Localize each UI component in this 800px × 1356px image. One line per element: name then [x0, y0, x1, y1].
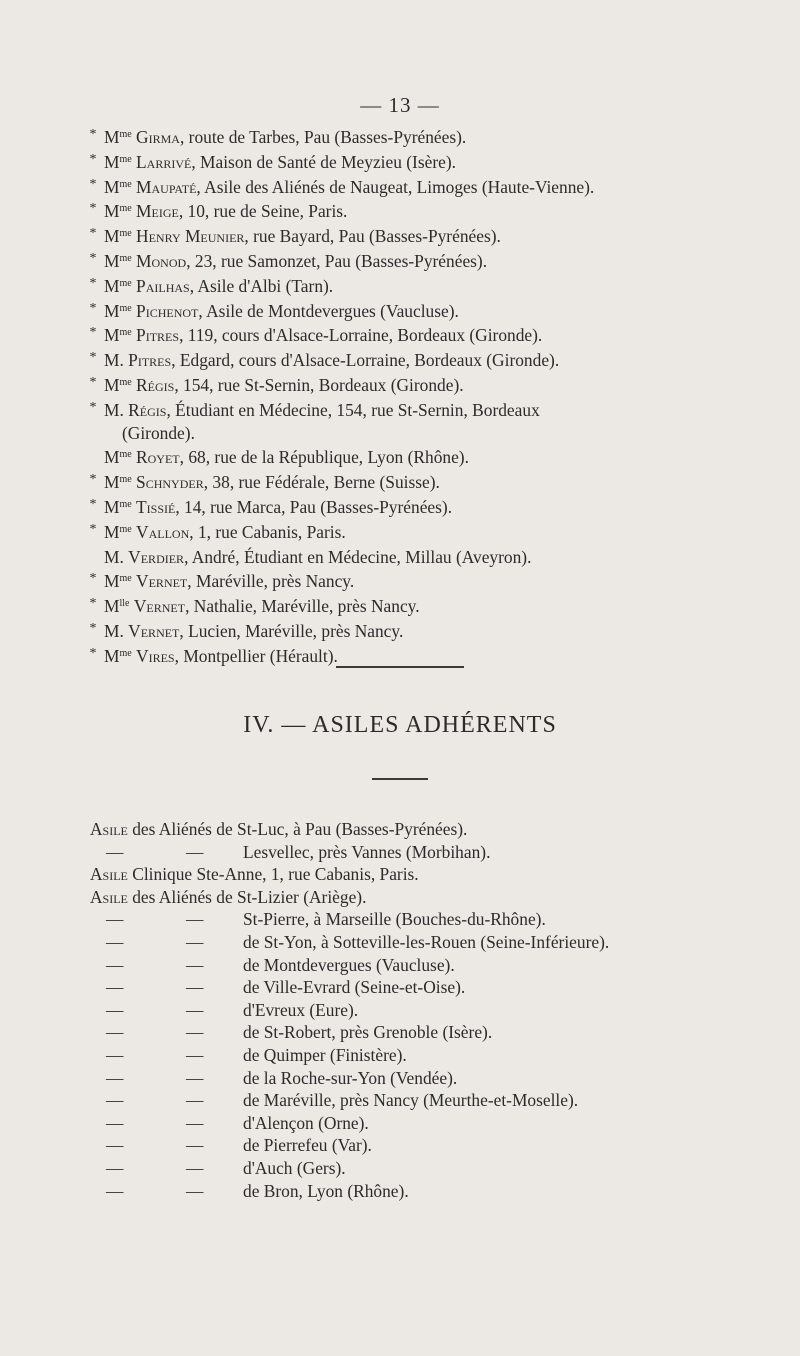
member-title: $M^{me}$	[104, 300, 132, 321]
member-entry	[86, 223, 726, 248]
asile-entry	[90, 841, 730, 864]
member-list	[86, 124, 726, 668]
ditto-dash: —	[106, 1157, 124, 1178]
ditto-dash: —	[106, 1067, 124, 1088]
member-entry	[86, 519, 726, 544]
ditto-dash: —	[106, 1135, 124, 1156]
asile-entry	[90, 863, 730, 886]
member-entry	[86, 372, 726, 397]
ditto-dash: —	[186, 841, 204, 862]
asile-entry	[90, 1180, 730, 1203]
member-name: Monod	[136, 250, 187, 271]
member-title: M.	[104, 620, 124, 641]
asterisk-mark: *	[89, 645, 97, 661]
asterisk-mark: *	[89, 325, 97, 341]
member-name: Vernet	[128, 620, 180, 641]
asterisk-mark: *	[89, 201, 97, 217]
asile-entry	[90, 908, 730, 931]
ditto-dash: —	[106, 999, 124, 1020]
member-name: Tissié	[136, 496, 176, 517]
member-address: , Maréville, près Nancy.	[187, 571, 355, 592]
asile-lead: Asile	[90, 819, 128, 839]
member-entry	[86, 124, 726, 149]
ditto-dash: —	[186, 1044, 204, 1065]
member-entry	[86, 198, 726, 223]
member-entry	[86, 568, 726, 593]
asile-entry	[90, 1089, 730, 1112]
ditto-dash: —	[186, 1135, 204, 1156]
member-address: , 1, rue Cabanis, Paris.	[189, 521, 346, 542]
member-title: $M^{lle}$	[104, 596, 130, 617]
ditto-dash: —	[186, 1067, 204, 1088]
member-address: , Montpellier (Hérault).	[174, 645, 338, 666]
member-name: Vires	[136, 645, 175, 666]
member-entry	[86, 149, 726, 174]
member-address: , 10, rue de Seine, Paris.	[178, 201, 348, 222]
asile-text: Clinique Ste-Anne, 1, rue Cabanis, Paris.	[127, 864, 419, 885]
asile-location: de Bron, Lyon (Rhône).	[243, 1180, 409, 1201]
member-title: $M^{me}$	[104, 127, 132, 147]
asile-entry	[90, 1067, 730, 1090]
member-name: Girma	[136, 127, 180, 147]
member-title: $M^{me}$	[104, 176, 132, 197]
member-address: , 68, rue de la République, Lyon (Rhône).	[179, 447, 469, 468]
member-address: , rue Bayard, Pau (Basses-Pyrénées).	[244, 226, 501, 247]
asterisk-mark: *	[89, 300, 97, 316]
ditto-dash: —	[186, 909, 204, 930]
member-name: Vernet	[133, 596, 186, 617]
member-entry	[86, 273, 726, 298]
asterisk-mark: *	[89, 571, 97, 587]
asile-location: de Quimper (Finistère).	[243, 1044, 407, 1065]
heading-rule	[372, 778, 428, 780]
member-address: , 119, cours d'Alsace-Lorraine, Bordeaux (Gironde).	[179, 325, 543, 346]
ditto-dash: —	[186, 1112, 204, 1133]
member-address: , André, Étudiant en Médecine, Millau (Aveyron).	[184, 546, 532, 567]
member-address: , 38, rue Fédérale, Berne (Suisse).	[203, 472, 440, 493]
asterisk-mark: *	[89, 151, 97, 167]
ditto-dash: —	[106, 909, 124, 930]
member-title: $M^{me}$	[104, 521, 132, 542]
member-title: $M^{me}$	[104, 250, 132, 271]
member-entry	[86, 248, 726, 273]
member-title: $M^{me}$	[104, 226, 132, 247]
asterisk-mark: *	[89, 496, 97, 512]
asile-location: de Pierrefeu (Var).	[243, 1135, 372, 1156]
asile-text: des Aliénés de St-Lizier (Ariège).	[127, 886, 367, 907]
member-entry	[86, 618, 726, 643]
asile-entry	[90, 999, 730, 1022]
member-address: , route de Tarbes, Pau (Basses-Pyrénées).	[179, 127, 467, 147]
member-name: Pitres	[136, 325, 180, 346]
ditto-dash: —	[106, 954, 124, 975]
member-entry	[86, 322, 726, 347]
member-title: $M^{me}$	[104, 201, 132, 222]
asterisk-mark: *	[89, 521, 97, 537]
member-title: $M^{me}$	[104, 571, 132, 592]
member-title: $M^{me}$	[104, 496, 132, 517]
ditto-dash: —	[186, 954, 204, 975]
ditto-dash: —	[186, 1157, 204, 1178]
member-address: , Asile de Montdevergues (Vaucluse).	[198, 300, 459, 321]
member-title: $M^{me}$	[104, 325, 132, 346]
asile-entry	[90, 954, 730, 977]
member-name: Pichenot	[136, 300, 199, 321]
member-name: Maupaté	[136, 176, 197, 197]
ditto-dash: —	[106, 931, 124, 952]
ditto-dash: —	[186, 931, 204, 952]
member-title: $M^{me}$	[104, 151, 132, 172]
member-address: , Étudiant en Médecine, 154, rue St-Sernin, Bordeaux	[166, 399, 540, 420]
member-address: , Asile d'Albi (Tarn).	[189, 275, 334, 296]
asile-lead: Asile	[90, 864, 128, 885]
ditto-dash: —	[106, 1022, 124, 1043]
asile-location: d'Auch (Gers).	[243, 1157, 346, 1178]
member-entry	[86, 174, 726, 199]
member-name: Royet	[136, 447, 180, 468]
member-title: $M^{me}$	[104, 447, 132, 468]
ditto-dash: —	[106, 977, 124, 998]
ditto-dash: —	[186, 999, 204, 1020]
member-entry	[86, 544, 726, 569]
member-title: $M^{me}$	[104, 374, 132, 395]
member-title: $M^{me}$	[104, 472, 132, 493]
asterisk-mark: *	[89, 176, 97, 192]
member-name: Schnyder	[136, 472, 204, 493]
asile-lead: Asile	[90, 886, 128, 907]
member-name: Verdier	[128, 546, 185, 567]
asile-location: de Maréville, près Nancy (Meurthe-et-Moselle).	[243, 1090, 579, 1111]
member-name: Vallon	[136, 521, 190, 542]
member-name: Vernet	[136, 571, 188, 592]
asile-list	[90, 818, 730, 1202]
member-title: M.	[104, 546, 124, 567]
asterisk-mark: *	[89, 620, 97, 636]
member-title: $M^{me}$	[104, 275, 132, 296]
asile-location: de St-Yon, à Sotteville-les-Rouen (Seine-Inférieure).	[243, 931, 610, 952]
ditto-dash: —	[106, 1112, 124, 1133]
ditto-dash: —	[186, 1180, 204, 1201]
ditto-dash: —	[186, 1090, 204, 1111]
asile-entry	[90, 1157, 730, 1180]
ditto-dash: —	[106, 1180, 124, 1201]
member-address: , Nathalie, Maréville, près Nancy.	[185, 596, 420, 617]
member-entry	[86, 298, 726, 323]
asile-entry	[90, 1021, 730, 1044]
asile-location: St-Pierre, à Marseille (Bouches-du-Rhône).	[243, 909, 546, 930]
asterisk-mark: *	[89, 472, 97, 488]
asile-entry	[90, 1044, 730, 1067]
asterisk-mark: *	[89, 350, 97, 366]
asterisk-mark: *	[89, 399, 97, 415]
member-address: , 14, rue Marca, Pau (Basses-Pyrénées).	[175, 496, 453, 517]
asile-location: Lesvellec, près Vannes (Morbihan).	[243, 841, 491, 862]
ditto-dash: —	[186, 977, 204, 998]
ditto-dash: —	[106, 841, 124, 862]
ditto-dash: —	[186, 1022, 204, 1043]
member-entry	[86, 469, 726, 494]
asterisk-mark: *	[89, 374, 97, 390]
member-address-continued: (Gironde).	[122, 422, 195, 443]
asterisk-mark: *	[89, 226, 97, 242]
member-entry	[86, 397, 726, 445]
member-title: M.	[104, 399, 124, 420]
member-name: Henry Meunier	[136, 226, 245, 247]
asterisk-mark: *	[89, 596, 97, 612]
asile-location: de Ville-Evrard (Seine-et-Oise).	[243, 977, 466, 998]
asile-entry	[90, 1134, 730, 1157]
member-address: , Lucien, Maréville, près Nancy.	[179, 620, 404, 641]
member-address: , 23, rue Samonzet, Pau (Basses-Pyrénées).	[186, 250, 488, 271]
member-entry	[86, 494, 726, 519]
member-name: Meige	[136, 201, 179, 222]
member-title: M.	[104, 350, 124, 371]
asile-entry	[90, 818, 730, 841]
page-number: — 13 —	[360, 93, 440, 117]
member-entry	[86, 643, 726, 668]
asile-text: des Aliénés de St-Luc, à Pau (Basses-Pyrénées).	[127, 819, 468, 839]
member-entry	[86, 444, 726, 469]
asile-entry	[90, 886, 730, 909]
member-address: , Maison de Santé de Meyzieu (Isère).	[191, 151, 456, 172]
ditto-dash: —	[106, 1044, 124, 1065]
member-name: Régis	[128, 399, 167, 420]
asile-location: d'Evreux (Eure).	[243, 999, 359, 1020]
member-address: , Edgard, cours d'Alsace-Lorraine, Bordeaux (Gironde).	[171, 350, 560, 371]
asterisk-mark: *	[89, 275, 97, 291]
member-address: , 154, rue St-Sernin, Bordeaux (Gironde).	[174, 374, 464, 395]
asile-entry	[90, 931, 730, 954]
member-address: , Asile des Aliénés de Naugeat, Limoges (Haute-Vienne).	[196, 176, 595, 197]
member-name: Pailhas	[136, 275, 190, 296]
member-name: Pitres	[128, 350, 172, 371]
ditto-dash: —	[106, 1090, 124, 1111]
asile-entry	[90, 1112, 730, 1135]
asile-location: d'Alençon (Orne).	[243, 1112, 369, 1133]
asterisk-mark: *	[89, 250, 97, 266]
member-entry	[86, 347, 726, 372]
asile-location: de Montdevergues (Vaucluse).	[243, 954, 455, 975]
member-title: $M^{me}$	[104, 645, 132, 666]
member-name: Régis	[136, 374, 175, 395]
member-name: Larrivé	[136, 151, 192, 172]
top-rule	[336, 666, 464, 668]
asterisk-mark: *	[89, 127, 97, 142]
asile-location: de la Roche-sur-Yon (Vendée).	[243, 1067, 458, 1088]
asile-location: de St-Robert, près Grenoble (Isère).	[243, 1022, 493, 1043]
member-entry	[86, 593, 726, 618]
asile-entry	[90, 976, 730, 999]
section-heading: IV. — ASILES ADHÉRENTS	[243, 712, 557, 738]
